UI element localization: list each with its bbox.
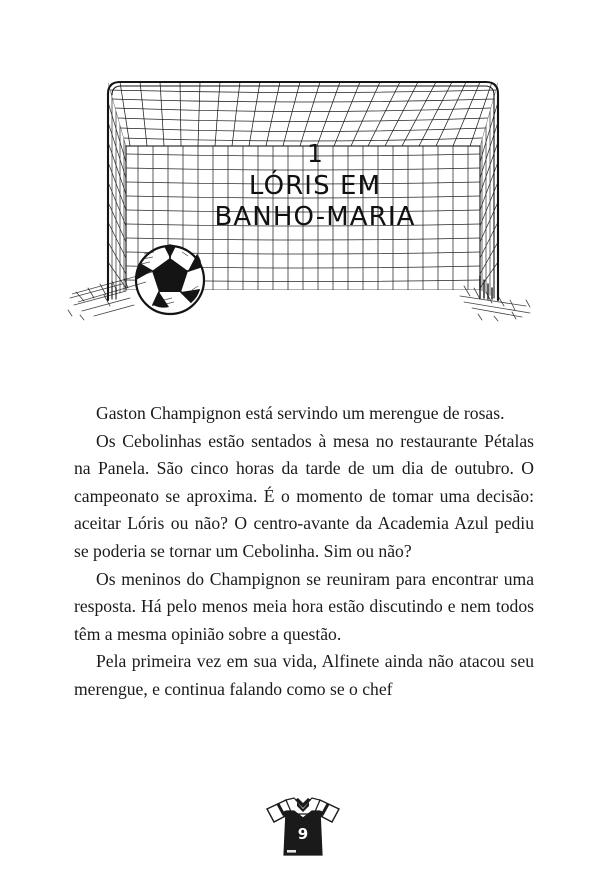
chapter-title-line-2: BANHO-MARIA (214, 202, 416, 232)
body-text (74, 400, 534, 704)
jersey-badge (264, 795, 342, 859)
soccer-jersey-icon (264, 795, 342, 859)
body-paragraph: Gaston Champignon está servindo um merengue de rosas. (96, 403, 505, 423)
soccer-ball-icon (136, 245, 204, 315)
page-number: 9 (297, 825, 309, 843)
body-paragraph: Pela primeira vez em sua vida, Alfinete ainda não atacou seu merengue, e continua falando como se o chef (74, 651, 534, 699)
soccer-goal-illustration (60, 62, 546, 324)
body-paragraph: Os meninos do Champignon se reuniram para encontrar uma resposta. Há pelo menos meia hora estão discutindo e nem todos têm a mesma opinião sobre a questão. (74, 568, 534, 644)
page-footer (0, 795, 606, 859)
body-paragraph: Os Cebolinhas estão sentados à mesa no restaurante Pétalas na Panela. São cinco horas da tarde de um dia de outubro. O campeonato se aproxima. É o momento de tomar uma decisão: aceitar Lóris ou não? O centro-avante da Academia Azul pediu se poderia se tornar um Cebolinha. Sim ou não? (74, 430, 534, 561)
chapter-title-line-1: LÓRIS EM (248, 171, 382, 201)
chapter-number: 1 (307, 139, 323, 168)
soccer-goal-icon (60, 62, 546, 324)
